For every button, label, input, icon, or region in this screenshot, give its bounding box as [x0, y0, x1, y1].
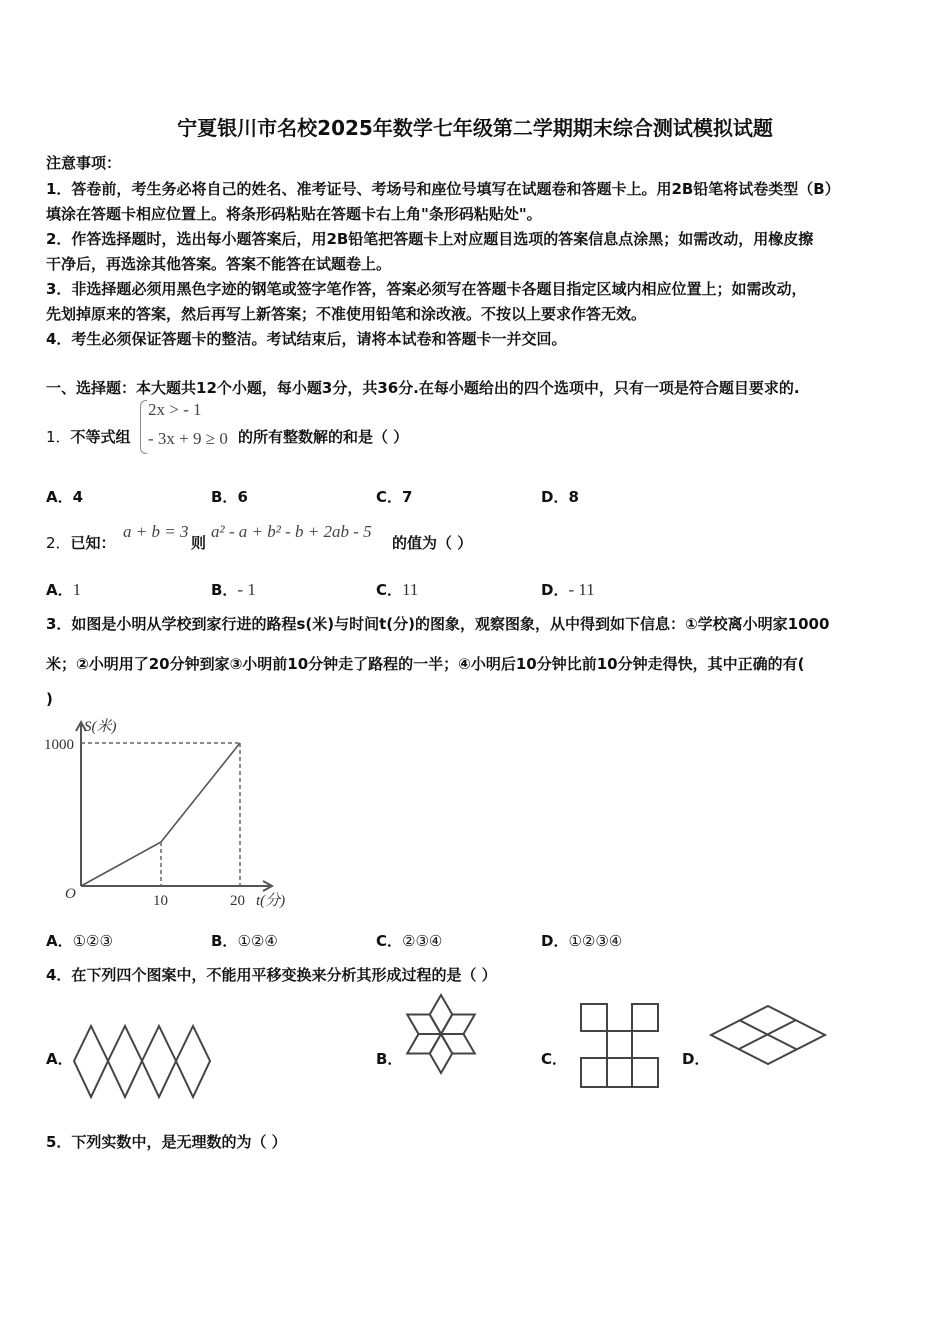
star-rhombus [441, 1015, 475, 1034]
exam-page: 宁夏银川市名校2025年数学七年级第二学期期末综合测试模拟试题 注意事项： 1．答卷前，考生务必将自己的姓名、准考证号、考场号和座位号填写在试题卷和答题卡上。用2B铅笔将试卷类型（B） 填涂在答题卡相应位置上。将条形码粘贴在答题卡右上角"条形码粘贴处"。 2．作答选择题时，选出每小题答案后，用2B铅笔把答题卡上对应题目选项的答案信息点涂黑；如需改动，用橡皮擦 干净后，再选涂其他答案。答案不能答在试题卷上。 3．非选择题必须用黑色字迹的钢笔或签字笔作答，答案必须写在答题卡各题目指定区域内相应位置上；如需改动， 先划掉原来的答案，然后再写上新答案；不准使用铅笔和涂改液。不按以上要求作答无效。 4．考生必须保证答题卡的整洁。考试结束后，请将本试卷和答题卡一并交回。 一、选择题：本大题共12个小题，每小题3分，共36分.在每小题给出的四个选项中，只有一项是符合题目要求的. 1．不等式组 2x > - 1 - 3x + 9 ≥ 0 的所有整数解的和是（ ） A．4 B．6 C．7 D．8 2．已知： a + b = 3 则 a² - a + b² - b + 2ab - 5 的值为（ ） A．1 B．- 1 C．11 D．- 11 3．如图是小明从学校到家行进的路程s(米)与时间t(分)的图象，观察图象，从中得到如下信息：①学校离小明家1000 米；②小明用了20分钟到家③小明前10分钟走了路程的一半；④小明后10分钟比前10分钟走得快，其中正确的有( ) S(米) 1000 O 10 20 t(分) A．①②③ B．①②④ C．②③④ D．①②③④ 4．在下列四个图案中，不能用平移变换来分析其形成过程的是（ ） A． B． C． D． 5．下列实数中，是无理数的为（ ） [0, 0, 950, 1344]
y-axis-label: S(米) [84, 719, 117, 735]
option-a: 4 [72, 488, 84, 506]
q1-text: 不等式组 [70, 428, 131, 446]
q2-expression: a² - a + b² - b + 2ab - 5 [211, 522, 372, 541]
section-heading: 一、选择题：本大题共12个小题，每小题3分，共36分.在每小题给出的四个选项中，只有一项是符合题目要求的. [46, 379, 800, 397]
notice-line: 1．答卷前，考生务必将自己的姓名、准考证号、考场号和座位号填写在试题卷和答题卡上。用2B铅笔将试卷类型（B） [46, 180, 840, 198]
option-b: - 1 [237, 580, 256, 599]
q3-text: 米；②小明用了20分钟到家③小明前10分钟走了路程的一半；④小明后10分钟比前10分钟走得快，其中正确的有( [46, 655, 805, 673]
q3-text: ) [46, 690, 53, 708]
option-b: ①②④ [237, 932, 278, 950]
notice-heading: 注意事项： [46, 154, 122, 172]
q2-condition: a + b = 3 [123, 522, 189, 541]
option-c: ②③④ [402, 932, 443, 950]
option-c: 7 [402, 488, 413, 506]
q1-eq2: - 3x + 9 ≥ 0 [148, 429, 228, 448]
figure-a-rhombus-chain [74, 1026, 210, 1097]
option-b: 6 [237, 488, 248, 506]
option-d: 8 [568, 488, 579, 506]
option-c: 11 [402, 580, 419, 599]
notice-line: 3．非选择题必须用黑色字迹的钢笔或签字笔作答，答案必须写在答题卡各题目指定区域内相应位置上；如需改动， [46, 280, 807, 298]
figure-label: B． [376, 1050, 403, 1068]
star-rhombus [441, 1034, 475, 1053]
question-number: 2． [46, 534, 71, 552]
notice-line: 4．考生必须保证答题卡的整洁。考试结束后，请将本试卷和答题卡一并交回。 [46, 330, 567, 348]
q4-text: 4．在下列四个图案中，不能用平移变换来分析其形成过程的是（ ） [46, 966, 497, 984]
x-axis-label: t(分) [256, 893, 286, 909]
option-d: - 11 [568, 580, 595, 599]
q1-eq1: 2x > - 1 [148, 400, 202, 419]
option-d: ①②③④ [568, 932, 623, 950]
q2-text-post: 的值为（ ） [392, 534, 473, 552]
x-tick: 20 [230, 893, 245, 909]
notice-line: 干净后，再选涂其他答案。答案不能答在试题卷上。 [46, 255, 392, 273]
notice-line: 2．作答选择题时，选出每小题答案后，用2B铅笔把答题卡上对应题目选项的答案信息点涂黑；如需改动，用橡皮擦 [46, 230, 814, 248]
q3-text: 3．如图是小明从学校到家行进的路程s(米)与时间t(分)的图象，观察图象，从中得到如下信息：①学校离小明家1000 [46, 615, 830, 633]
y-tick: 1000 [44, 737, 74, 753]
star-rhombus [407, 1015, 441, 1034]
star-rhombus [430, 1034, 453, 1073]
star-rhombus [430, 995, 453, 1034]
q2-text: 已知： [70, 534, 116, 552]
notice-line: 填涂在答题卡相应位置上。将条形码粘贴在答题卡右上角"条形码粘贴处"。 [46, 205, 542, 223]
question-number: 1． [46, 428, 71, 446]
figure-b-star [407, 995, 475, 1073]
figure-label: D． [682, 1050, 710, 1068]
x-tick: 10 [153, 893, 168, 909]
figure-label: C． [541, 1050, 568, 1068]
q2-text-mid: 则 [191, 534, 207, 552]
figure-d-rhombus [711, 1006, 825, 1064]
q5-text: 5．下列实数中，是无理数的为（ ） [46, 1133, 287, 1151]
page-title: 宁夏银川市名校2025年数学七年级第二学期期末综合测试模拟试题 [177, 116, 773, 140]
notice-line: 先划掉原来的答案，然后再写上新答案；不准使用铅笔和涂改液。不按以上要求作答无效。 [46, 305, 647, 323]
q1-text-post: 的所有整数解的和是（ ） [238, 428, 409, 446]
figure-c-squares [581, 1004, 658, 1087]
option-a: ①②③ [72, 932, 113, 950]
option-a: 1 [72, 580, 82, 599]
figure-label: A． [46, 1050, 73, 1068]
origin-label: O [65, 886, 76, 902]
